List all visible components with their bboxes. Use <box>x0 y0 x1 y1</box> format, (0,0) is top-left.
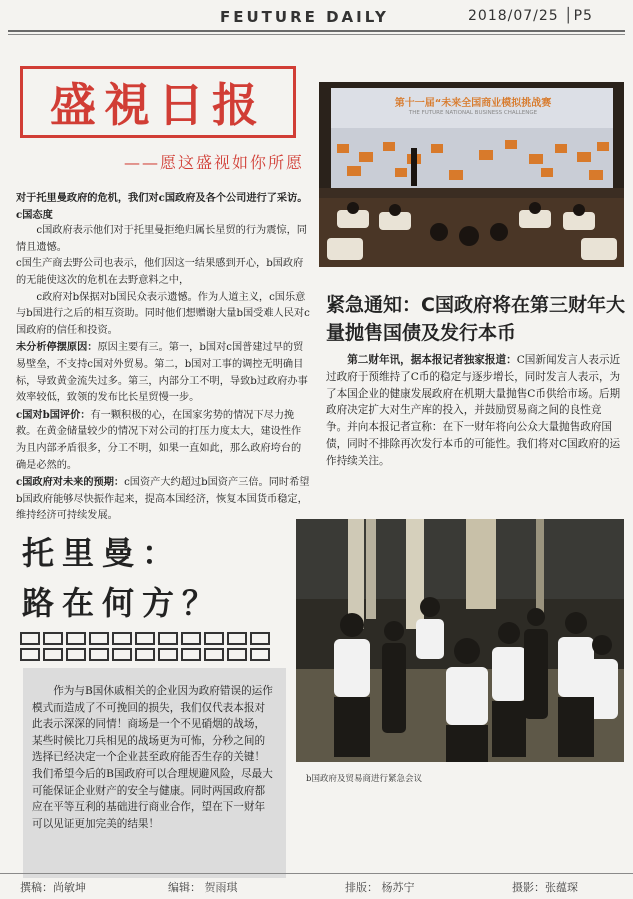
date-page-number: 2018/07/25 │P5 <box>468 8 593 24</box>
decorative-box-row <box>20 648 270 661</box>
urgent-text: C国新闻发言人表示近过政府于预维持了C币的稳定与逐步增长，同时发言人表示，为了本国企业的健康发展政府在机期大量抛售C币供给市场。后期政府决定扩大对生产库的投入，并鼓励贸易商之间的良性竞争。并向本报记者宣称：在下一财年将向公众大量抛售政府国债，同时不排除再次发行本币的可能性。我们将对C国政府的运作持续关注。 <box>326 354 621 467</box>
conference-banner-title: 第十一届“未来全国商业模拟挑战赛 <box>394 98 552 109</box>
paper-name: FEUTURE DAILY <box>220 8 389 26</box>
footer-rule <box>0 873 633 874</box>
credit-photo: 摄影：张蕴琛 <box>512 881 578 894</box>
section-label: c国对b国评价： <box>16 408 91 421</box>
section-label: 未分析停摆原因： <box>16 341 98 354</box>
section-text: 原因主要有三。第一，b国对c国普建过早的贸易壁垒，不支持c国对外贸易。第二，b国对工事的调控无明确目标，导致黄金流失过多。第三，内部分工不明，导致b过政府办事效率较低，致领的发布比长星贸慢一步。 <box>16 342 308 404</box>
feature-headline-line1: 托里曼： <box>22 534 183 572</box>
paragraph: c国政府表示他们对于托里曼拒绝归属长星贸的行为震惊，同情且遗憾。 <box>16 225 307 253</box>
section-label: c国政府对未来的预期： <box>16 476 125 489</box>
credit-layout: 排版： 杨苏宁 <box>345 881 415 894</box>
footer-credits <box>0 879 633 897</box>
conference-photo <box>319 82 624 267</box>
urgent-headline: 紧急通知：C国政府将在第三财年大量抛售国债及发行本币 <box>326 294 625 344</box>
paragraph <box>16 407 311 474</box>
conference-banner-subtitle: THE FUTURE NATIONAL BUSINESS CHALLENGE <box>408 110 538 116</box>
meeting-photo <box>296 519 624 762</box>
section-text: 有一颗积极的心，在国家劣势的情况下尽力挽救。在黄金储量较少的情况下对公司的打压力度太大，建设性作为且内部矛盾很多，分工不明，如果一直如此，那么政府垮台的确是必然的。 <box>16 409 302 471</box>
urgent-body <box>326 352 621 470</box>
left-article <box>16 190 311 525</box>
feature-headline-line2: 路在何方？ <box>22 584 223 622</box>
section-text: c国资产大约超过b国资产三倍。同时希望b国政府能够尽快振作起来，提高本国经济，恢复本国货币稳定，维持经济可持续发展。 <box>16 477 310 522</box>
meeting-photo-illustration <box>296 519 624 762</box>
header-rule-thin <box>8 34 625 35</box>
left-article-intro: 对于托里曼政府的危机，我们对c国政府及各个公司进行了采访。 <box>16 192 308 204</box>
feature-body: 作为与B国休戚相关的企业因为政府错误的运作模式而造成了不可挽回的损失，我们仅代表本报对此表示深深的同情！商场是一个不见硝烟的战场，某些时候比刀兵相见的战场更为可怖，分秒之间的选择已经决定一个企业甚至政府能否生存的关键！我们希望今后的B国政府可以合理规避风险，尽最大可能保证企业财产的安全与健康。同时两国政府都应在平等互利的基础进行商业合作，望在下一财年可以见证更加完美的结果！ <box>32 685 273 830</box>
paragraph: c国生产商去野公司也表示，他们因这一结果感到开心，b国政府的无能使这次的危机在去野意料之中， <box>16 258 304 286</box>
paragraph <box>16 339 311 406</box>
credit-author: 撰稿：尚敏坤 <box>20 881 86 894</box>
decorative-box-row <box>20 632 270 645</box>
feature-text <box>32 683 275 832</box>
header-rule <box>8 30 625 32</box>
credit-editor: 编辑： 贺雨琪 <box>168 881 238 894</box>
masthead-box <box>20 66 296 138</box>
urgent-lead: 第二财年讯，据本报记者独家报道： <box>347 354 517 366</box>
section-heading-c-attitude: c国态度 <box>16 208 53 221</box>
masthead-subtitle: ——愿这盛视如你所愿 <box>124 153 305 172</box>
meeting-photo-caption: b国政府及贸易商进行紧急会议 <box>306 774 422 784</box>
masthead-title: 盛視日报 <box>50 78 266 132</box>
paragraph: c政府对b保据对b国民众表示遗憾。作为人道主义，c国乐意与b国进行之后的相互资助。同时他们想赠谢大量b国受难人民对c国政府的信任和投资。 <box>16 291 310 336</box>
paragraph <box>16 474 311 525</box>
